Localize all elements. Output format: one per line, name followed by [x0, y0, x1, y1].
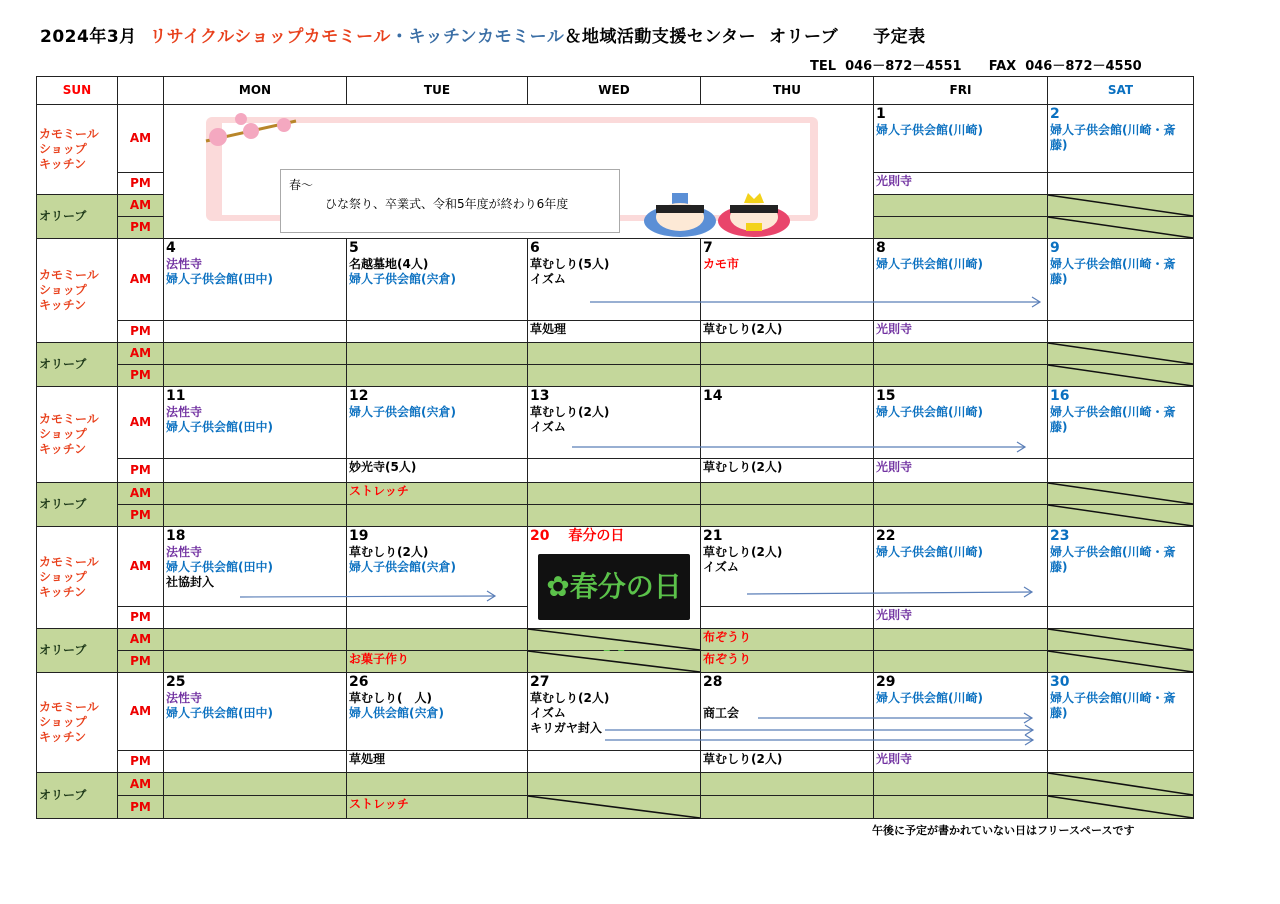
slot-am: AM: [118, 527, 164, 607]
schedule-entry: 光則寺: [876, 460, 913, 474]
slot-am: AM: [118, 629, 164, 651]
schedule-entry: 婦人子供会館(川崎・斎藤): [1050, 257, 1176, 286]
schedule-entry: 光則寺: [876, 752, 913, 766]
slot-pm: PM: [118, 796, 164, 819]
schedule-entry: 光則寺: [876, 174, 913, 188]
day-cell-4-am: [164, 239, 347, 321]
schedule-entry: 社協封入: [166, 575, 215, 589]
header-mon: MON: [164, 77, 347, 105]
closed-diagonal: [1048, 796, 1193, 818]
slot-am: AM: [118, 239, 164, 321]
schedule-entry: ストレッチ: [349, 484, 409, 498]
closed-diagonal: [1048, 365, 1193, 386]
day-cell-18-pm: [164, 607, 347, 629]
schedule-entry: 法性寺: [166, 405, 203, 419]
olive-cell-6-pm: [528, 365, 701, 387]
date-number: 9: [1050, 240, 1060, 256]
holiday-title: [530, 528, 698, 545]
label-text: カモミール ショップ キッチン: [39, 555, 99, 599]
row-olive-pm: [37, 365, 1194, 387]
schedule-entry: イズム: [530, 706, 566, 720]
slot-pm: PM: [118, 459, 164, 483]
date-number: 1: [876, 106, 886, 122]
olive-cell-1-am: [874, 195, 1048, 217]
schedule-entry: 草むしり(2人): [703, 322, 783, 336]
date-number: 29: [876, 674, 896, 690]
day-cell-19-am: [347, 527, 528, 607]
day-cell-12-am: [347, 387, 528, 459]
day-cell-8-am: [874, 239, 1048, 321]
day-cell-6-am: [528, 239, 701, 321]
closed-diagonal: [1048, 629, 1193, 650]
header-sun: SUN: [37, 77, 118, 105]
slot-pm: PM: [118, 321, 164, 343]
date-number: 4: [166, 240, 176, 256]
schedule-entry: 光則寺: [876, 322, 913, 336]
slot-am: AM: [118, 673, 164, 751]
day-cell-28-pm: [701, 751, 874, 773]
olive-cell-23-am: [1048, 629, 1194, 651]
olive-cell-5-am: [347, 343, 528, 365]
label-kamomile: [37, 105, 118, 195]
page-title: [40, 22, 926, 47]
date-number: 2: [1050, 106, 1060, 122]
schedule-entry: イズム: [703, 560, 739, 574]
schedule-entry: お菓子作り: [349, 652, 410, 666]
olive-cell-8-pm: [874, 365, 1048, 387]
date-number: 11: [166, 388, 186, 404]
date-number: 13: [530, 388, 550, 404]
schedule-entry: [703, 691, 871, 706]
date-number: 23: [1050, 528, 1070, 544]
day-cell-27-am: [528, 673, 701, 751]
row-kamomile-pm: [37, 321, 1194, 343]
day-cell-11-am: [164, 387, 347, 459]
date-number: 18: [166, 528, 186, 544]
olive-cell-21-am: [701, 629, 874, 651]
day-cell-16-am: [1048, 387, 1194, 459]
schedule-entry: 草むしり( 人): [349, 691, 432, 705]
olive-cell-9-am: [1048, 343, 1194, 365]
day-cell-1-pm: [874, 173, 1048, 195]
olive-cell-14-am: [701, 483, 874, 505]
label-text: カモミール ショップ キッチン: [39, 268, 99, 312]
olive-cell-25-am: [164, 773, 347, 796]
schedule-entry: 婦人子供会館(川崎・斎藤): [1050, 691, 1176, 720]
closed-diagonal: [1048, 505, 1193, 526]
date-number: 27: [530, 674, 550, 690]
footer-note: 午後に予定が書かれていない日はフリースペースです: [872, 824, 1135, 837]
olive-cell-6-am: [528, 343, 701, 365]
day-cell-11-pm: [164, 459, 347, 483]
slot-pm: PM: [118, 751, 164, 773]
olive-cell-23-pm: [1048, 651, 1194, 673]
day-cell-1-am: [874, 105, 1048, 173]
schedule-entry: 法性寺: [166, 691, 203, 705]
day-cell-13-am: [528, 387, 701, 459]
olive-cell-29-am: [874, 773, 1048, 796]
row-kamomile-pm: [37, 459, 1194, 483]
row-olive-am: [37, 773, 1194, 796]
schedule-entry: 婦人子供会館(川崎・斎藤): [1050, 545, 1176, 574]
spring-banner: [164, 105, 874, 239]
schedule-entry: 婦人子供会館(宍倉): [349, 272, 456, 286]
date-number: 25: [166, 674, 186, 690]
olive-cell-30-pm: [1048, 796, 1194, 819]
label-kamomile: [37, 673, 118, 773]
schedule-entry: 草処理: [349, 752, 386, 766]
holiday-name: 春分の日: [568, 528, 625, 544]
day-cell-2-pm: [1048, 173, 1194, 195]
schedule-entry: 布ぞうり: [703, 652, 752, 666]
day-cell-23-pm: [1048, 607, 1194, 629]
row-olive-pm: [37, 651, 1194, 673]
olive-cell-11-am: [164, 483, 347, 505]
schedule-entry: 布ぞうり: [703, 630, 752, 644]
day-cell-14-pm: [701, 459, 874, 483]
header-row: [37, 77, 1194, 105]
schedule-calendar: [36, 76, 1194, 819]
day-cell-8-pm: [874, 321, 1048, 343]
olive-cell-1-pm: [874, 217, 1048, 239]
day-cell-5-pm: [347, 321, 528, 343]
olive-cell-30-am: [1048, 773, 1194, 796]
row-kamomile-am: [37, 239, 1194, 321]
schedule-entry: 婦人子供会館(田中): [166, 560, 273, 574]
closed-diagonal: [528, 796, 700, 818]
date-number: 21: [703, 528, 723, 544]
schedule-entry: 草むしり(2人): [349, 545, 429, 559]
olive-cell-28-pm: [701, 796, 874, 819]
olive-cell-27-pm: [528, 796, 701, 819]
schedule-entry: 婦人子供会館(川崎): [876, 257, 983, 271]
row-kamomile-am: [37, 105, 1194, 173]
schedule-entry: 婦人子供会館(田中): [166, 420, 273, 434]
schedule-entry: 法性寺: [166, 545, 203, 559]
title-shop: リサイクルショップカモミール: [149, 27, 391, 47]
schedule-entry: ストレッチ: [349, 797, 409, 811]
header-slot: [118, 77, 164, 105]
olive-cell-22-am: [874, 629, 1048, 651]
slot-pm: PM: [118, 173, 164, 195]
banner-textbox: [280, 169, 620, 233]
schedule-entry: 商工会: [703, 706, 740, 720]
title-kitchen: ・キッチンカモミール: [390, 27, 565, 47]
olive-cell-18-am: [164, 629, 347, 651]
day-cell-29-pm: [874, 751, 1048, 773]
label-text: カモミール ショップ キッチン: [39, 127, 99, 171]
olive-cell-closed: [528, 651, 701, 673]
date-number: 22: [876, 528, 896, 544]
slot-am: AM: [118, 195, 164, 217]
closed-diagonal: [1048, 217, 1193, 238]
banner-line: 春～: [289, 178, 314, 192]
label-olive: オリーブ: [37, 773, 118, 819]
day-cell-21-pm: [701, 607, 874, 629]
schedule-entry: 婦人子供会館(川崎): [876, 123, 983, 137]
olive-cell-27-am: [528, 773, 701, 796]
schedule-entry: 婦人供会館(宍倉): [349, 706, 444, 720]
olive-cell-19-pm: [347, 651, 528, 673]
slot-pm: PM: [118, 217, 164, 239]
slot-pm: PM: [118, 651, 164, 673]
olive-cell-4-pm: [164, 365, 347, 387]
date-number: 30: [1050, 674, 1070, 690]
label-olive: オリーブ: [37, 195, 118, 239]
olive-cell-21-pm: [701, 651, 874, 673]
title-center: ＆地域活動支援センター オリーブ 予定表: [564, 27, 926, 47]
schedule-entry: カモ市: [703, 257, 740, 271]
header-wed: WED: [528, 77, 701, 105]
olive-cell-15-am: [874, 483, 1048, 505]
date-number: 8: [876, 240, 886, 256]
slot-pm: PM: [118, 365, 164, 387]
label-kamomile: [37, 239, 118, 343]
header-sat: SAT: [1048, 77, 1194, 105]
row-olive-am: [37, 629, 1194, 651]
day-cell-5-am: [347, 239, 528, 321]
olive-cell-26-am: [347, 773, 528, 796]
schedule-entry: 名越墓地(4人): [349, 257, 429, 271]
day-cell-13-pm: [528, 459, 701, 483]
schedule-entry: 婦人子供会館(宍倉): [349, 560, 456, 574]
contact-info: TEL 046－872－4551 FAX 046－872－4550: [810, 59, 1142, 74]
header-thu: THU: [701, 77, 874, 105]
schedule-entry: イズム: [530, 420, 566, 434]
plum-blossom-icon: [196, 111, 306, 151]
day-cell-15-am: [874, 387, 1048, 459]
slot-am: AM: [118, 105, 164, 173]
day-cell-26-am: [347, 673, 528, 751]
closed-diagonal: [528, 651, 700, 672]
closed-diagonal: [1048, 343, 1193, 364]
date-number: 20: [530, 528, 550, 544]
slot-am: AM: [118, 483, 164, 505]
schedule-entry: 婦人子供会館(川崎): [876, 545, 983, 559]
day-cell-21-am: [701, 527, 874, 607]
day-cell-7-am: [701, 239, 874, 321]
olive-cell-7-am: [701, 343, 874, 365]
label-text: カモミール ショップ キッチン: [39, 412, 99, 456]
schedule-entry: 草むしり(2人): [530, 691, 610, 705]
banner-line: ひな祭り、卒業式、令和5年度が終わり6年度: [325, 197, 569, 211]
day-cell-25-am: [164, 673, 347, 751]
olive-cell-9-pm: [1048, 365, 1194, 387]
row-olive-pm: [37, 796, 1194, 819]
title-month: 2024年3月: [40, 27, 150, 47]
schedule-entry: 草むしり(2人): [530, 405, 610, 419]
day-cell-18-am: [164, 527, 347, 607]
row-olive-am: [37, 343, 1194, 365]
day-cell-19-pm: [347, 607, 528, 629]
date-number: 26: [349, 674, 369, 690]
day-cell-7-pm: [701, 321, 874, 343]
olive-cell-26-pm: [347, 796, 528, 819]
olive-cell-closed: [528, 629, 701, 651]
olive-cell-19-am: [347, 629, 528, 651]
slot-am: AM: [118, 387, 164, 459]
olive-cell-5-pm: [347, 365, 528, 387]
schedule-entry: 婦人子供会館(田中): [166, 706, 273, 720]
day-cell-22-am: [874, 527, 1048, 607]
banner-frame: [206, 117, 818, 221]
hina-dolls-icon: [642, 191, 802, 239]
olive-cell-16-pm: [1048, 505, 1194, 527]
date-number: 15: [876, 388, 896, 404]
schedule-entry: 草むしり(2人): [703, 460, 783, 474]
day-cell-27-pm: [528, 751, 701, 773]
olive-cell-28-am: [701, 773, 874, 796]
olive-cell-13-am: [528, 483, 701, 505]
date-number: 19: [349, 528, 369, 544]
olive-cell-2-am: [1048, 195, 1194, 217]
label-kamomile: [37, 387, 118, 483]
label-olive: オリーブ: [37, 343, 118, 387]
date-number: 5: [349, 240, 359, 256]
olive-cell-2-pm: [1048, 217, 1194, 239]
olive-cell-13-pm: [528, 505, 701, 527]
olive-cell-12-am: [347, 483, 528, 505]
schedule-entry: 婦人子供会館(川崎): [876, 691, 983, 705]
day-cell-14-am: [701, 387, 874, 459]
schedule-entry: 草むしり(2人): [703, 752, 783, 766]
label-olive: オリーブ: [37, 483, 118, 527]
olive-cell-8-am: [874, 343, 1048, 365]
day-cell-20: [528, 527, 701, 629]
date-number: 7: [703, 240, 713, 256]
closed-diagonal: [1048, 195, 1193, 216]
schedule-entry: 婦人子供会館(川崎・斎藤): [1050, 123, 1176, 152]
label-text: カモミール ショップ キッチン: [39, 700, 99, 744]
date-number: 12: [349, 388, 369, 404]
olive-cell-11-pm: [164, 505, 347, 527]
olive-cell-14-pm: [701, 505, 874, 527]
closed-diagonal: [528, 629, 700, 650]
closed-diagonal: [1048, 773, 1193, 795]
date-number: 6: [530, 240, 540, 256]
day-cell-9-am: [1048, 239, 1194, 321]
day-cell-23-am: [1048, 527, 1194, 607]
day-cell-4-pm: [164, 321, 347, 343]
olive-cell-18-pm: [164, 651, 347, 673]
date-number: 14: [703, 388, 723, 404]
closed-diagonal: [1048, 651, 1193, 672]
row-kamomile-am: [37, 387, 1194, 459]
shunbun-image: ✿春分の日: [538, 554, 690, 620]
olive-cell-12-pm: [347, 505, 528, 527]
date-number: 28: [703, 674, 723, 690]
schedule-entry: 草処理: [530, 322, 567, 336]
schedule-entry: 草むしり(5人): [530, 257, 610, 271]
schedule-entry: 妙光寺(5人): [349, 460, 417, 474]
olive-cell-25-pm: [164, 796, 347, 819]
row-kamomile-am: [37, 527, 1194, 607]
slot-pm: PM: [118, 505, 164, 527]
header-tue: TUE: [347, 77, 528, 105]
olive-cell-7-pm: [701, 365, 874, 387]
label-kamomile: [37, 527, 118, 629]
row-kamomile-pm: [37, 751, 1194, 773]
day-cell-30-am: [1048, 673, 1194, 751]
schedule-entry: キリガヤ封入: [530, 721, 602, 735]
day-cell-25-pm: [164, 751, 347, 773]
date-number: 16: [1050, 388, 1070, 404]
day-cell-6-pm: [528, 321, 701, 343]
day-cell-30-pm: [1048, 751, 1194, 773]
header-fri: FRI: [874, 77, 1048, 105]
row-olive-pm: [37, 505, 1194, 527]
olive-cell-15-pm: [874, 505, 1048, 527]
olive-cell-16-am: [1048, 483, 1194, 505]
day-cell-22-pm: [874, 607, 1048, 629]
schedule-entry: 草むしり(2人): [703, 545, 783, 559]
schedule-entry: 光則寺: [876, 608, 913, 622]
olive-cell-22-pm: [874, 651, 1048, 673]
day-cell-15-pm: [874, 459, 1048, 483]
label-olive: オリーブ: [37, 629, 118, 673]
schedule-entry: 婦人子供会館(田中): [166, 272, 273, 286]
schedule-entry: 婦人子供会館(川崎): [876, 405, 983, 419]
row-kamomile-am: [37, 673, 1194, 751]
row-olive-am: [37, 483, 1194, 505]
schedule-entry: 婦人子供会館(宍倉): [349, 405, 456, 419]
day-cell-29-am: [874, 673, 1048, 751]
day-cell-16-pm: [1048, 459, 1194, 483]
schedule-entry: イズム: [530, 272, 566, 286]
slot-pm: PM: [118, 607, 164, 629]
closed-diagonal: [1048, 483, 1193, 504]
slot-am: AM: [118, 343, 164, 365]
olive-cell-29-pm: [874, 796, 1048, 819]
day-cell-28-am: [701, 673, 874, 751]
slot-am: AM: [118, 773, 164, 796]
day-cell-26-pm: [347, 751, 528, 773]
schedule-entry: 法性寺: [166, 257, 203, 271]
schedule-entry: 婦人子供会館(川崎・斎藤): [1050, 405, 1176, 434]
day-cell-9-pm: [1048, 321, 1194, 343]
day-cell-12-pm: [347, 459, 528, 483]
day-cell-2-am: [1048, 105, 1194, 173]
olive-cell-4-am: [164, 343, 347, 365]
